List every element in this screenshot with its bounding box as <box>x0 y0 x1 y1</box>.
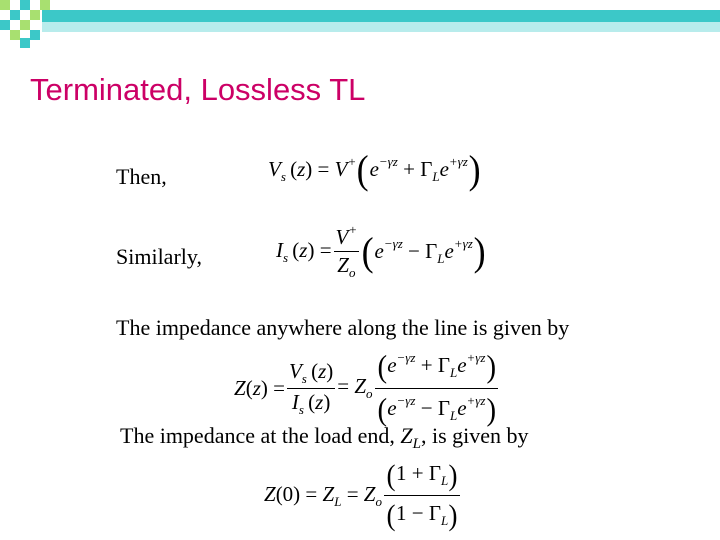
header-decoration <box>0 0 720 48</box>
load-text-sub: L <box>412 436 421 452</box>
slide-title: Terminated, Lossless TL <box>30 72 366 107</box>
deco-square <box>30 10 40 20</box>
load-impedance-equation: $Z(0) = Z_L = Z_o$ $\frac{(1 + \Gamma_L)}{(1 - \Gamma_L)}$ <box>264 456 462 535</box>
deco-square <box>10 30 20 40</box>
deco-square <box>0 0 10 10</box>
header-bar-light <box>42 22 720 32</box>
deco-square <box>20 0 30 10</box>
current-equation: $I_s$ (z) = $\frac{V^+}{Z_o}$ $(e^{-\gamma z} - \Gamma_Le^{+\gamma z})$ <box>276 222 486 281</box>
load-text-pre: The impedance at the load end, <box>120 423 401 448</box>
then-label: Then, <box>116 164 167 189</box>
deco-square <box>0 20 10 30</box>
similarly-label: Similarly, <box>116 244 202 269</box>
deco-square <box>30 30 40 40</box>
load-text-var: Z <box>400 423 413 448</box>
deco-square <box>40 0 50 10</box>
deco-square <box>20 20 30 30</box>
deco-square <box>10 10 20 20</box>
impedance-text: The impedance anywhere along the line is given by <box>116 315 570 340</box>
voltage-equation: $V_s$ $(z) = V^+(e^{-\gamma z} + \Gamma_Le^{+\gamma z})$ <box>268 147 481 192</box>
load-text <box>120 423 529 453</box>
header-bar <box>42 10 720 22</box>
impedance-equation: Z(z) = $\frac{V_s (z)}{I_s (z)}$ = $Z_o$ $\frac{(e^{-\gamma z} + \Gamma_Le^{+\gamma z})}{(e^{-\gamma z} - \Gamma_Le^{+\gamma z})}$ <box>234 346 500 430</box>
load-text-post: , is given by <box>420 423 529 448</box>
deco-square <box>20 38 30 48</box>
